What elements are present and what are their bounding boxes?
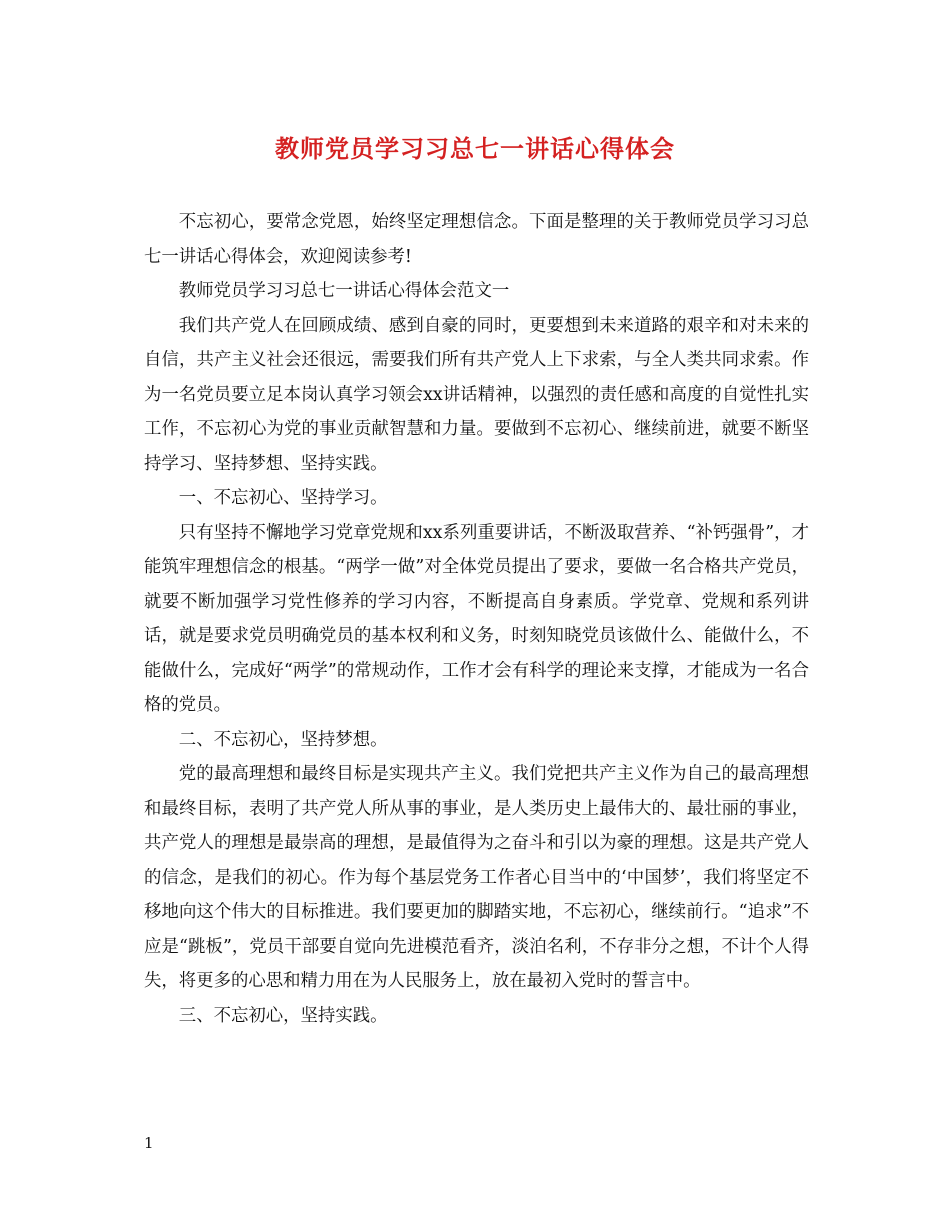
section-heading-3: 三、不忘初心，坚持实践。 bbox=[178, 1005, 388, 1026]
essay-subtitle: 教师党员学习习总七一讲话心得体会范文一 bbox=[178, 281, 510, 301]
document-title: 教师党员学习习总七一讲话心得体会 bbox=[275, 135, 675, 163]
body-paragraph: 只有坚持不懈地学习党章党规和xx系列重要讲话，不断汲取营养、“补钙强骨”，才能筑牢理想信念的根基。“两学一做”对全体党员提出了要求，要做一名合格共产党员，就要不断加强学习党性修养的学习内容，不断提高自身素质。学党章、党规和系列讲话，就是要求党员明确党员的基本权利和义务，时刻知晓党员该做什么、能做什么，不能做什么，完成好“两学”的常规动作，工作才会有科学的理论来支撑，才能成为一名合格的党员。 bbox=[144, 522, 809, 715]
section-heading-2: 二、不忘初心，坚持梦想。 bbox=[178, 729, 388, 750]
page-number: 1 bbox=[144, 1134, 154, 1152]
section-heading-1: 一、不忘初心、坚持学习。 bbox=[178, 488, 388, 508]
intro-paragraph: 不忘初心，要常念党恩，始终坚定理想信念。下面是整理的关于教师党员学习习总七一讲话心得体会，欢迎阅读参考! bbox=[144, 212, 809, 267]
body-paragraph: 党的最高理想和最终目标是实现共产主义。我们党把共产主义作为自己的最高理想和最终目标，表明了共产党人所从事的事业，是人类历史上最伟大的、最壮丽的事业，共产党人的理想是最崇高的理想，是最值得为之奋斗和引以为豪的理想。这是共产党人的信念，是我们的初心。作为每个基层党务工作者心目当中的‘中国梦’，我们将坚定不移地向这个伟大的目标推进。我们要更加的脚踏实地，不忘初心，继续前行。“追求”不应是“跳板”，党员干部要自觉向先进模范看齐，淡泊名利，不存非分之想，不计个人得失，将更多的心思和精力用在为人民服务上，放在最初入党时的誓言中。 bbox=[144, 764, 809, 991]
document-body bbox=[144, 205, 809, 1033]
body-paragraph: 我们共产党人在回顾成绩、感到自豪的同时，更要想到未来道路的艰辛和对未来的自信，共产主义社会还很远，需要我们所有共产党人上下求索，与全人类共同求索。作为一名党员要立足本岗认真学习领会xx讲话精神，以强烈的责任感和高度的自觉性扎实工作，不忘初心为党的事业贡献智慧和力量。要做到不忘初心、继续前进，就要不断坚持学习、坚持梦想、坚持实践。 bbox=[144, 315, 809, 474]
